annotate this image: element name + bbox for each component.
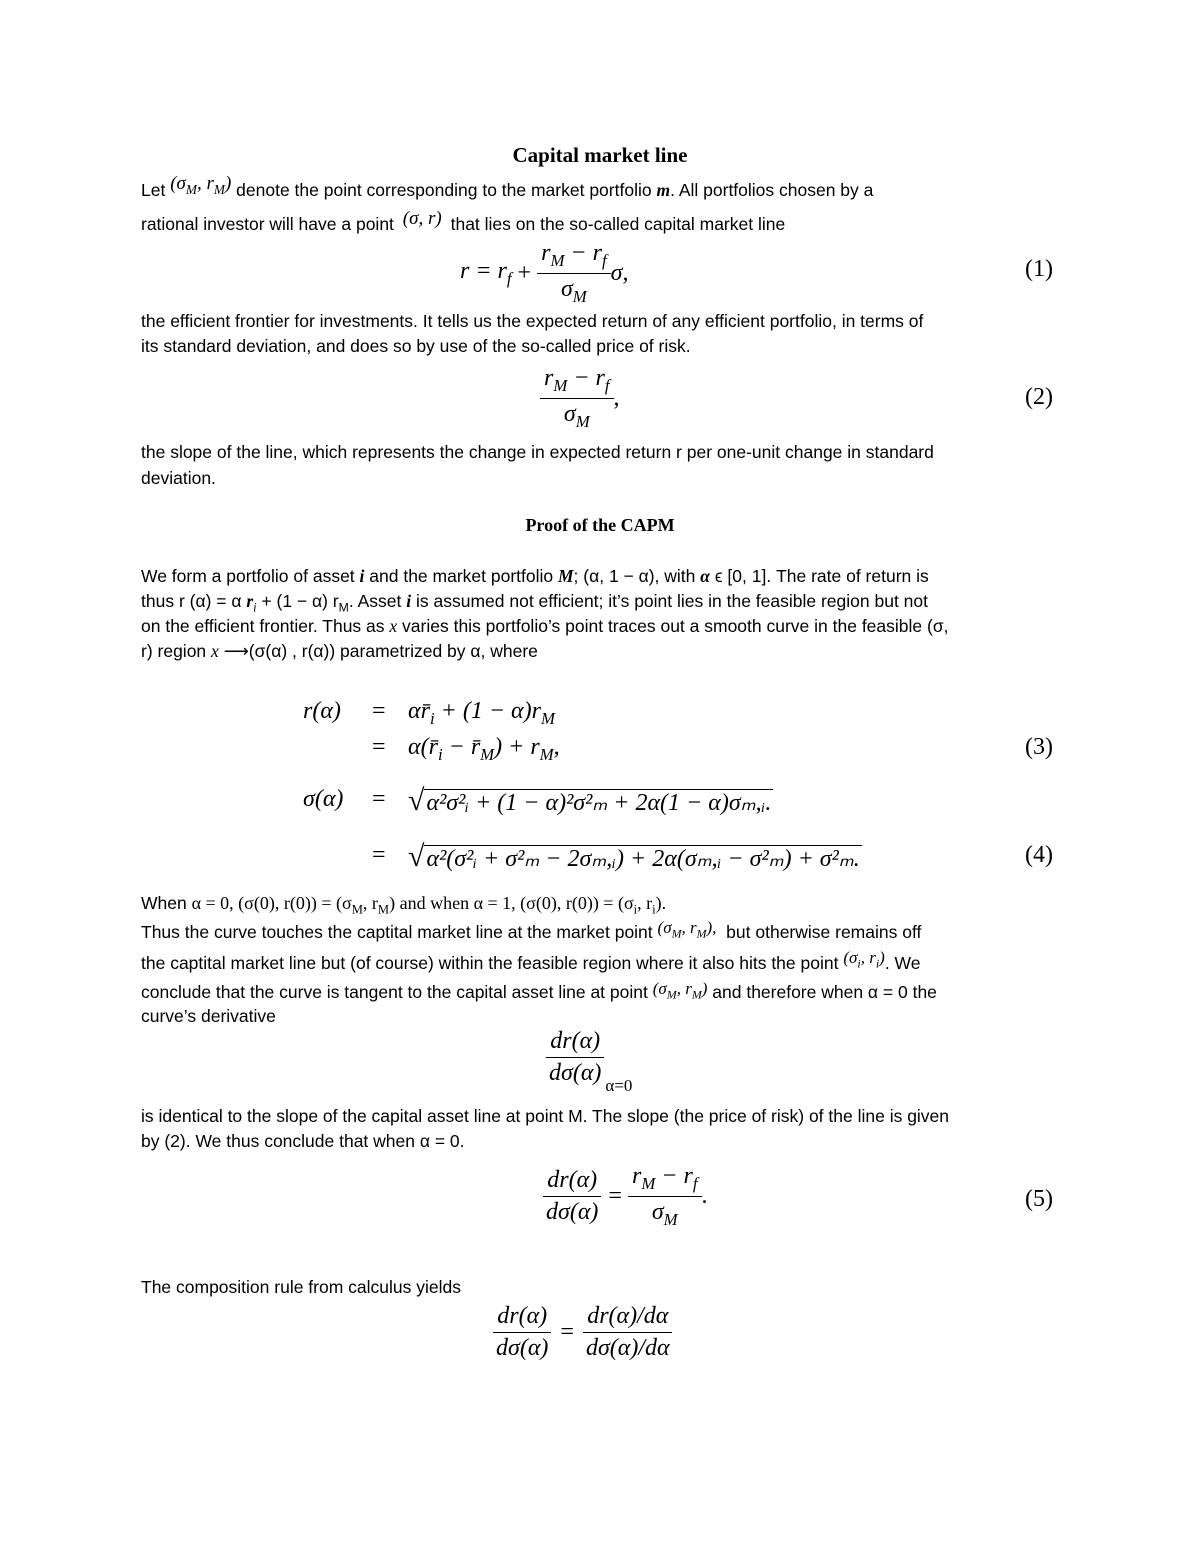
text: . All portfolios chosen by a (670, 180, 874, 200)
paragraph-tangent-line1: Thus the curve touches the captital market line at the market point ($\sigma_M$, $r_M$), but otherwise remains off (141, 918, 922, 942)
fraction: $\frac{r_M - r_f}{\sigma_M}$ (537, 240, 611, 307)
paragraph-identical-line2: by (2). We thus conclude that when α = 0. (141, 1131, 465, 1151)
fraction: $\frac{dr(\alpha)}{d\sigma(\alpha)}$ (542, 1167, 602, 1226)
paragraph-composition: The composition rule from calculus yields (141, 1277, 461, 1297)
eq4-row2-equals: = (372, 842, 386, 868)
derivative-display: $\frac{dr(\alpha)}{d\sigma(\alpha)}$ $_{\alpha=0}$ (545, 1028, 632, 1096)
paragraph-proof-line4: r) region x ⟶(σ(α) , r(α)) parametrized by α, where (141, 641, 538, 661)
text: Let (141, 180, 166, 200)
paragraph-tangent-line2: the captital market line but (of course) within the feasible region where it also hits the point ($\sigma_i$, $r_i$). We (141, 948, 921, 973)
paragraph-frontier-line1: the efficient frontier for investments. It tells us the expected return of any efficient portfolio, in terms of (141, 311, 924, 331)
text: that lies on the so-called capital market line (450, 214, 786, 234)
paragraph-slope-line2: deviation. (141, 468, 216, 488)
equation-5: $\frac{dr(\alpha)}{d\sigma(\alpha)}$ = $\frac{r_M - r_f}{\sigma_M}$ . (542, 1163, 708, 1230)
fraction: $\frac{r_M - r_f}{\sigma_M}$ (540, 365, 614, 432)
paragraph-tangent-line4: curve’s derivative (141, 1006, 276, 1026)
paragraph-proof-line3: on the efficient frontier. Thus as x varies this portfolio’s point traces out a smooth curve in the feasible (σ, (141, 616, 949, 636)
text: rational investor will have a point (141, 214, 394, 234)
eq3-row2-rhs: $\alpha(r̄_i$ − $r̄_M) + r_M$, (408, 734, 560, 764)
section-heading: Proof of the CAPM (525, 515, 675, 535)
paragraph-proof-line2: thus r (α) = α $r_i + (1 - \alpha)$ $r_M$. Asset i is assumed not efficient; it’s point lies in the feasible region but not (141, 591, 929, 615)
equation-number: (3) (1025, 734, 1053, 760)
equation-number: (5) (1025, 1186, 1053, 1212)
section-title: Capital market line (512, 143, 688, 167)
paragraph-proof-line1: We form a portfolio of asset i and the market portfolio M; (α, 1 − α), with α ϵ [0, 1]. The rate of return is (141, 566, 929, 586)
fraction: $\frac{dr(\alpha)}{d\sigma(\alpha)}$ (492, 1303, 552, 1362)
eq3-row1-lhs: r(α) (303, 698, 341, 724)
equation-number: (2) (1025, 384, 1053, 410)
eq4-row1-equals: = (372, 786, 386, 812)
math-point-market: ($\sigma_M$, $r_M$) (170, 173, 232, 197)
eq3-row1-rhs: $\alpha r̄_i + (1 - \alpha)r_M$ (408, 698, 555, 728)
fraction: $\frac{dr(\alpha)}{d\sigma(\alpha)}$ (545, 1028, 605, 1087)
fraction: $\frac{r_M - r_f}{\sigma_M}$ (628, 1163, 702, 1230)
paragraph-identical-line1: is identical to the slope of the capital asset line at point M. The slope (the price of risk) of the line is given (141, 1106, 950, 1126)
text: denote the point corresponding to the market portfolio (236, 180, 652, 200)
equation-1: $r = r_f$ + $\frac{r_M - r_f}{\sigma_M}$ σ, (460, 240, 629, 306)
paragraph-tangent-line3: conclude that the curve is tangent to the capital asset line at point ($\sigma_M$, $r_M$) and therefore when α = 0 the (141, 979, 937, 1002)
paragraph-slope-line1: the slope of the line, which represents the change in expected return r per one-unit change in standard (141, 442, 934, 462)
equation-number: (4) (1025, 842, 1053, 868)
paragraph-frontier-line2: its standard deviation, and does so by use of the so-called price of risk. (141, 336, 691, 356)
eq3-row1-equals: = (372, 698, 386, 724)
math-m: m (656, 180, 671, 200)
eq4-row2-rhs: √α²(σ²ᵢ + σ²ₘ − 2σₘ,ᵢ) + 2α(σₘ,ᵢ − σ²ₘ) + σ²ₘ. (408, 840, 860, 873)
equation-2: $\frac{r_M - r_f}{\sigma_M}$ , (540, 365, 620, 432)
equation-composition: $\frac{dr(\alpha)}{d\sigma(\alpha)}$ = $\frac{dr(\alpha)/d\alpha}{d\sigma(\alpha)/d\alpha}$ (492, 1303, 674, 1362)
arrow-icon: ⟶ (223, 641, 249, 661)
eq4-row1-rhs: √α²σ²ᵢ + (1 − α)²σ²ₘ + 2α(1 − α)σₘ,ᵢ. (408, 784, 772, 817)
paragraph-when: When α = 0, (σ(0), $r(0)) = (\sigma_M$, $r_M$) and when α = 1, (σ(0), $r(0)) = (\sigma_i$, $r_i$). (141, 893, 667, 917)
math-point: (σ, r) (402, 208, 442, 229)
eq4-row1-lhs: σ(α) (303, 786, 344, 812)
paragraph-intro-line2 (141, 208, 1061, 237)
fraction: $\frac{dr(\alpha)/d\alpha}{d\sigma(\alpha)/d\alpha}$ (582, 1303, 674, 1362)
paragraph-intro-line1 (141, 173, 1061, 209)
eq3-row2-equals: = (372, 734, 386, 760)
equation-number: (1) (1025, 256, 1053, 282)
